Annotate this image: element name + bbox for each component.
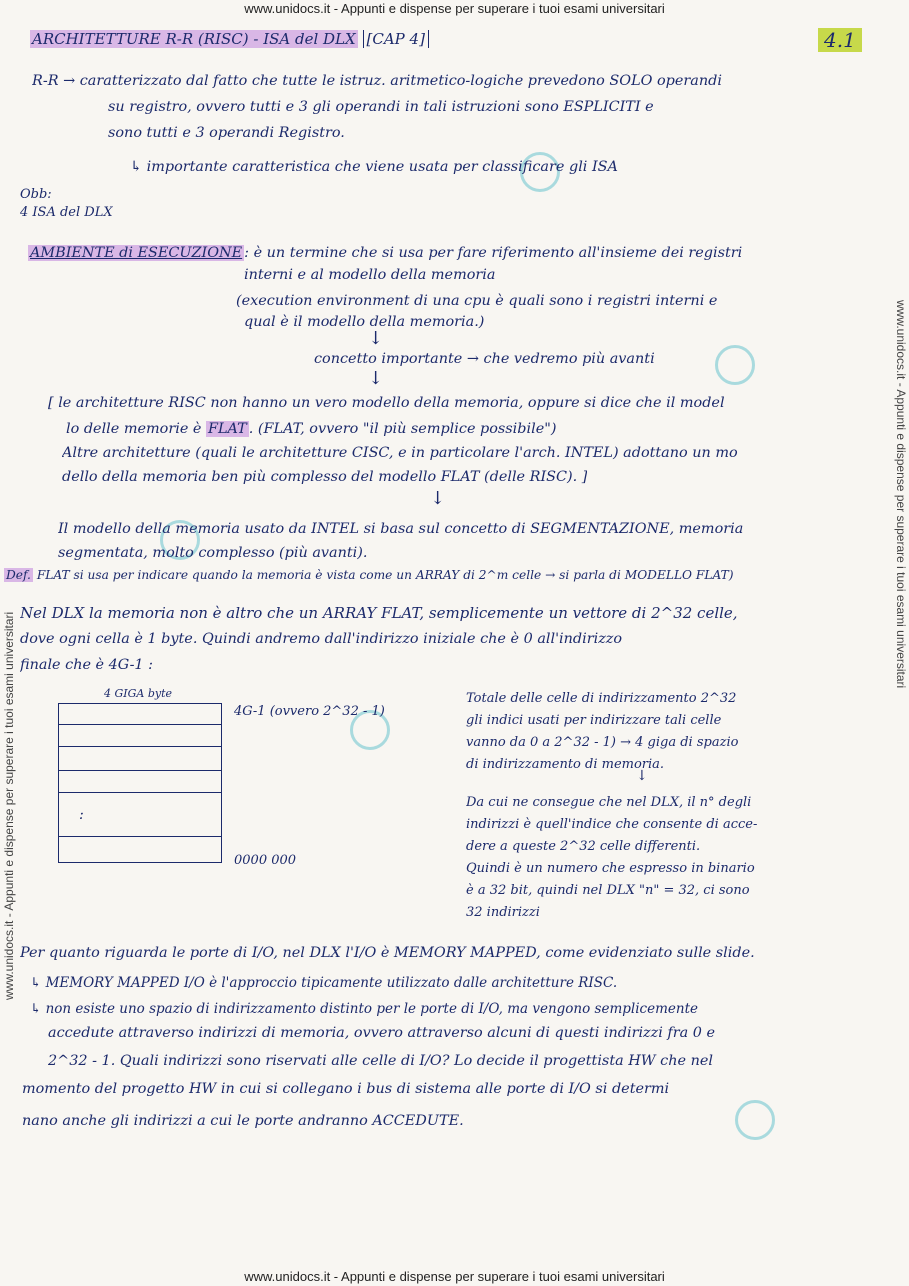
text-line: ↳ MEMORY MAPPED I/O è l'approccio tipicamente utilizzato dalle architetture RISC. — [30, 975, 618, 991]
text-line: accedute attraverso indirizzi di memoria, ovvero attraverso alcuni di questi indirizzi fra 0 e — [48, 1025, 716, 1041]
term-flat: FLAT — [208, 421, 247, 437]
text-line: Quindi è un numero che espresso in binario — [466, 861, 755, 876]
text-line: 4 ISA del DLX — [20, 205, 113, 220]
unidocs-logo-icon — [715, 345, 755, 385]
memory-array-diagram — [58, 703, 222, 863]
memory-cell — [59, 836, 221, 837]
text-line: [ le architetture RISC non hanno un vero modello della memoria, oppure si dice che il model — [48, 395, 725, 411]
text-line: dello della memoria ben più complesso del modello FLAT (delle RISC). ] — [62, 469, 588, 485]
title-tag: [CAP 4] — [363, 30, 429, 48]
text-line: R-R → caratterizzato dal fatto che tutte le istruz. aritmetico-logiche prevedono SOLO operandi — [32, 73, 722, 89]
top-banner[interactable]: www.unidocs.it - Appunti e dispense per superare i tuoi esami universitari — [244, 1, 665, 16]
text-line: segmentata, molto complesso (più avanti). — [58, 545, 368, 561]
text-line: momento del progetto HW in cui si collegano i bus di sistema alle porte di I/O si determi — [22, 1081, 670, 1097]
page-title — [30, 30, 429, 48]
page-number: 4.1 — [818, 28, 862, 52]
def-label: Def. — [6, 568, 31, 582]
text-line: nano anche gli indirizzi a cui le porte andranno ACCEDUTE. — [22, 1113, 464, 1129]
arrow-down-icon: ↓ — [368, 368, 384, 389]
text-line: Nel DLX la memoria non è altro che un ARRAY FLAT, semplicemente un vettore di 2^32 celle, — [20, 604, 738, 622]
text-line: di indirizzamento di memoria. — [466, 757, 665, 772]
text-line: (execution environment di una cpu è quali sono i registri interni e — [236, 293, 718, 309]
text-line: dove ogni cella è 1 byte. Quindi andremo dall'indirizzo iniziale che è 0 all'indirizzo — [20, 631, 623, 647]
text-line: ↳ importante caratteristica che viene usata per classificare gli ISA — [130, 159, 618, 175]
text-line: dere a queste 2^32 celle differenti. — [466, 839, 701, 854]
text-line: 32 indirizzi — [466, 905, 540, 920]
unidocs-logo-icon — [735, 1100, 775, 1140]
right-side-banner: www.unidocs.it - Appunti e dispense per superare i tuoi esami universitari — [894, 300, 908, 689]
text-line: Altre architetture (quali le architetture CISC, e in particolare l'arch. INTEL) adottano un mo — [62, 445, 738, 461]
text-line: Def. FLAT si usa per indicare quando la memoria è vista come un ARRAY di 2^m celle → si parla di MODELLO FLAT) — [6, 568, 734, 582]
text-line: è a 32 bit, quindi nel DLX "n" = 32, ci sono — [466, 883, 750, 898]
text-line: AMBIENTE di ESECUZIONE : è un termine che si usa per fare riferimento all'insieme dei registri — [30, 245, 743, 261]
text-line: interni e al modello della memoria — [244, 267, 496, 283]
memory-size-label: 4 GIGA byte — [104, 687, 173, 700]
memory-cell — [59, 724, 221, 725]
text-line: indirizzi è quell'indice che consente di acce- — [466, 817, 758, 832]
memory-bottom-address: 0000 000 — [234, 853, 297, 868]
text-line: Per quanto riguarda le porte di I/O, nel DLX l'I/O è MEMORY MAPPED, come evidenziato sulle slide. — [20, 945, 755, 961]
text-line: lo delle memorie è FLAT . (FLAT, ovvero "il più semplice possibile") — [66, 421, 557, 437]
memory-cell — [59, 792, 221, 793]
text-line: finale che è 4G-1 : — [20, 657, 154, 673]
term-execution-environment: AMBIENTE di ESECUZIONE — [30, 245, 243, 261]
memory-cell — [59, 770, 221, 771]
memory-dots: : — [79, 807, 84, 823]
text-line: qual è il modello della memoria.) — [244, 314, 485, 330]
bottom-banner[interactable]: www.unidocs.it - Appunti e dispense per superare i tuoi esami universitari — [244, 1269, 665, 1284]
arrow-down-icon: ↓ — [368, 328, 384, 349]
text-line: Totale delle celle di indirizzamento 2^32 — [466, 691, 737, 706]
text-line: su registro, ovvero tutti e 3 gli operandi in tali istruzioni sono ESPLICITI e — [108, 99, 654, 115]
text-line: Il modello della memoria usato da INTEL si basa sul concetto di SEGMENTAZIONE, memoria — [58, 521, 744, 537]
memory-top-address: 4G-1 (ovvero 2^32 - 1) — [234, 704, 385, 719]
text-line: concetto importante → che vedremo più avanti — [314, 351, 655, 367]
text-line: sono tutti e 3 operandi Registro. — [108, 125, 345, 141]
text-line: 2^32 - 1. Quali indirizzi sono riservati alle celle di I/O? Lo decide il progettista HW che nel — [48, 1053, 713, 1069]
title-main: ARCHITETTURE R-R (RISC) - ISA del DLX — [32, 30, 356, 48]
text-line: Obb: — [20, 187, 52, 202]
text-line: ↳ non esiste uno spazio di indirizzamento distinto per le porte di I/O, ma vengono semplicemente — [30, 1001, 698, 1017]
arrow-down-icon: ↓ — [430, 488, 446, 509]
left-side-banner: www.unidocs.it - Appunti e dispense per superare i tuoi esami universitari — [2, 611, 16, 1000]
text-line: Da cui ne consegue che nel DLX, il n° degli — [466, 795, 752, 810]
text-line: vanno da 0 a 2^32 - 1) → 4 giga di spazio — [466, 735, 739, 750]
memory-cell — [59, 746, 221, 747]
text-line: gli indici usati per indirizzare tali celle — [466, 713, 722, 728]
arrow-down-icon: ↓ — [636, 768, 648, 784]
